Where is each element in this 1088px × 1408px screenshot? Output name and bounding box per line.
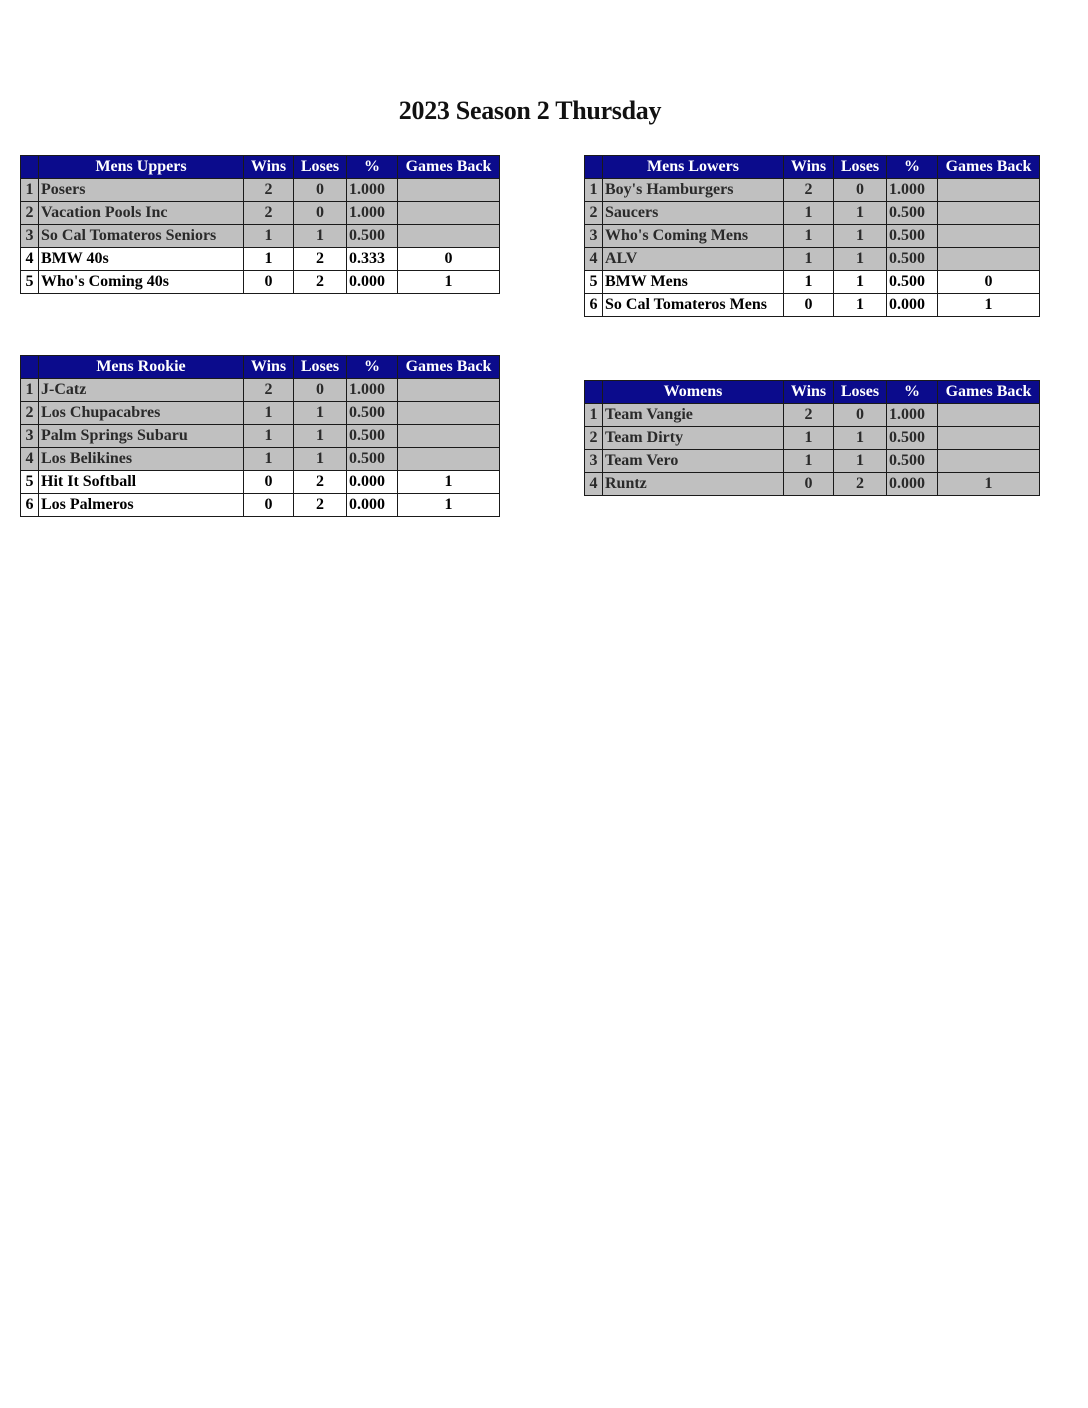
loses-header: Loses [294,156,347,179]
wins-cell: 1 [244,248,294,271]
games-back-cell [398,379,500,402]
loses-cell: 0 [294,202,347,225]
team-cell: Vacation Pools Inc [39,202,244,225]
rank-cell: 2 [585,202,603,225]
wins-cell: 1 [784,202,834,225]
rank-cell: 6 [21,494,39,517]
pct-cell: 0.500 [887,248,938,271]
rank-cell: 2 [585,427,603,450]
games-back-cell [938,179,1040,202]
table-row [21,248,500,271]
team-cell: Team Dirty [603,427,784,450]
wins-cell: 1 [244,425,294,448]
pct-cell: 1.000 [347,202,398,225]
team-cell: BMW Mens [603,271,784,294]
wins-cell: 0 [784,473,834,496]
wins-cell: 2 [784,179,834,202]
table-header-row [21,156,500,179]
table-row [21,402,500,425]
games-back-cell [398,179,500,202]
table-row [21,471,500,494]
loses-cell: 2 [294,271,347,294]
team-cell: Palm Springs Subaru [39,425,244,448]
wins-header: Wins [244,356,294,379]
loses-cell: 2 [294,248,347,271]
rank-header [21,356,39,379]
rank-cell: 4 [21,448,39,471]
wins-header: Wins [784,381,834,404]
wins-header: Wins [784,156,834,179]
rank-cell: 4 [585,473,603,496]
rank-cell: 5 [21,271,39,294]
loses-cell: 1 [294,225,347,248]
rank-header [21,156,39,179]
games-back-header: Games Back [398,156,500,179]
pct-cell: 0.500 [887,450,938,473]
pct-cell: 0.000 [887,473,938,496]
rank-cell: 1 [21,379,39,402]
games-back-cell: 1 [398,494,500,517]
loses-cell: 1 [294,402,347,425]
rank-cell: 3 [21,425,39,448]
wins-cell: 1 [784,427,834,450]
games-back-cell [398,448,500,471]
table-row [585,473,1040,496]
games-back-cell: 0 [938,271,1040,294]
pct-cell: 1.000 [887,404,938,427]
pct-cell: 0.500 [887,271,938,294]
rank-cell: 2 [21,402,39,425]
wins-cell: 1 [244,448,294,471]
wins-cell: 0 [244,494,294,517]
pct-header: % [887,156,938,179]
table-row [585,294,1040,317]
loses-cell: 2 [834,473,887,496]
games-back-cell [938,202,1040,225]
table-header-row [585,381,1040,404]
games-back-cell [938,427,1040,450]
rank-cell: 3 [585,450,603,473]
wins-cell: 1 [244,225,294,248]
games-back-cell: 1 [398,271,500,294]
loses-cell: 1 [834,294,887,317]
games-back-cell [938,248,1040,271]
page-title: 2023 Season 2 Thursday [398,96,662,125]
womens-table [584,380,1040,496]
team-cell: Team Vangie [603,404,784,427]
pct-cell: 0.500 [347,402,398,425]
loses-header: Loses [834,381,887,404]
pct-header: % [347,356,398,379]
rank-cell: 6 [585,294,603,317]
division-name: Mens Lowers [603,156,784,179]
loses-cell: 0 [834,179,887,202]
games-back-cell: 1 [938,294,1040,317]
pct-cell: 0.500 [347,448,398,471]
rank-header [585,381,603,404]
pct-cell: 0.000 [347,271,398,294]
games-back-cell [398,225,500,248]
table-row [585,202,1040,225]
table-row [21,271,500,294]
pct-cell: 0.500 [347,425,398,448]
games-back-cell: 1 [938,473,1040,496]
games-back-header: Games Back [938,381,1040,404]
table-row [585,427,1040,450]
table-row [21,494,500,517]
pct-cell: 1.000 [887,179,938,202]
pct-header: % [347,156,398,179]
pct-cell: 0.000 [347,471,398,494]
table-row [585,225,1040,248]
pct-cell: 0.500 [887,202,938,225]
table-row [21,202,500,225]
team-cell: Boy's Hamburgers [603,179,784,202]
pct-cell: 1.000 [347,179,398,202]
pct-cell: 0.500 [887,225,938,248]
team-cell: Posers [39,179,244,202]
team-cell: Los Chupacabres [39,402,244,425]
team-cell: J-Catz [39,379,244,402]
loses-cell: 1 [834,427,887,450]
loses-cell: 0 [294,179,347,202]
team-cell: Hit It Softball [39,471,244,494]
loses-cell: 1 [834,248,887,271]
team-cell: BMW 40s [39,248,244,271]
division-name: Mens Rookie [39,356,244,379]
team-cell: Saucers [603,202,784,225]
team-cell: ALV [603,248,784,271]
rank-cell: 3 [21,225,39,248]
loses-cell: 1 [294,448,347,471]
table-header-row [585,156,1040,179]
table-row [585,404,1040,427]
table-row [585,248,1040,271]
team-cell: Who's Coming Mens [603,225,784,248]
games-back-cell [398,202,500,225]
wins-cell: 1 [784,271,834,294]
pct-cell: 1.000 [347,379,398,402]
loses-cell: 1 [834,450,887,473]
mens-lowers-table [584,155,1040,317]
loses-cell: 0 [834,404,887,427]
division-name: Womens [603,381,784,404]
mens-uppers-table [20,155,500,294]
games-back-header: Games Back [938,156,1040,179]
wins-cell: 1 [784,225,834,248]
loses-header: Loses [834,156,887,179]
wins-header: Wins [244,156,294,179]
games-back-cell [938,404,1040,427]
rank-cell: 1 [585,179,603,202]
team-cell: Los Palmeros [39,494,244,517]
team-cell: Los Belikines [39,448,244,471]
mens-rookie-table [20,355,500,517]
rank-cell: 3 [585,225,603,248]
table-row [21,448,500,471]
table-row [21,225,500,248]
games-back-cell [938,450,1040,473]
rank-cell: 2 [21,202,39,225]
wins-cell: 0 [244,471,294,494]
table-row [585,179,1040,202]
team-cell: Runtz [603,473,784,496]
wins-cell: 0 [784,294,834,317]
wins-cell: 1 [244,402,294,425]
table-row [21,379,500,402]
table-header-row [21,356,500,379]
team-cell: So Cal Tomateros Seniors [39,225,244,248]
wins-cell: 2 [784,404,834,427]
loses-cell: 0 [294,379,347,402]
table-row [21,179,500,202]
loses-cell: 2 [294,494,347,517]
rank-cell: 1 [21,179,39,202]
team-cell: Who's Coming 40s [39,271,244,294]
pct-cell: 0.000 [347,494,398,517]
team-cell: Team Vero [603,450,784,473]
games-back-cell [398,402,500,425]
rank-cell: 5 [21,471,39,494]
games-back-header: Games Back [398,356,500,379]
pct-cell: 0.000 [887,294,938,317]
loses-cell: 1 [294,425,347,448]
loses-cell: 1 [834,202,887,225]
rank-cell: 1 [585,404,603,427]
rank-cell: 4 [585,248,603,271]
pct-cell: 0.500 [347,225,398,248]
table-row [585,450,1040,473]
games-back-cell [398,425,500,448]
wins-cell: 2 [244,202,294,225]
wins-cell: 1 [784,248,834,271]
table-row [585,271,1040,294]
games-back-cell: 0 [398,248,500,271]
table-row [21,425,500,448]
loses-cell: 2 [294,471,347,494]
loses-header: Loses [294,356,347,379]
pct-cell: 0.500 [887,427,938,450]
wins-cell: 2 [244,379,294,402]
wins-cell: 0 [244,271,294,294]
division-name: Mens Uppers [39,156,244,179]
loses-cell: 1 [834,271,887,294]
rank-cell: 4 [21,248,39,271]
games-back-cell [938,225,1040,248]
rank-cell: 5 [585,271,603,294]
rank-header [585,156,603,179]
pct-cell: 0.333 [347,248,398,271]
loses-cell: 1 [834,225,887,248]
team-cell: So Cal Tomateros Mens [603,294,784,317]
wins-cell: 1 [784,450,834,473]
pct-header: % [887,381,938,404]
games-back-cell: 1 [398,471,500,494]
wins-cell: 2 [244,179,294,202]
